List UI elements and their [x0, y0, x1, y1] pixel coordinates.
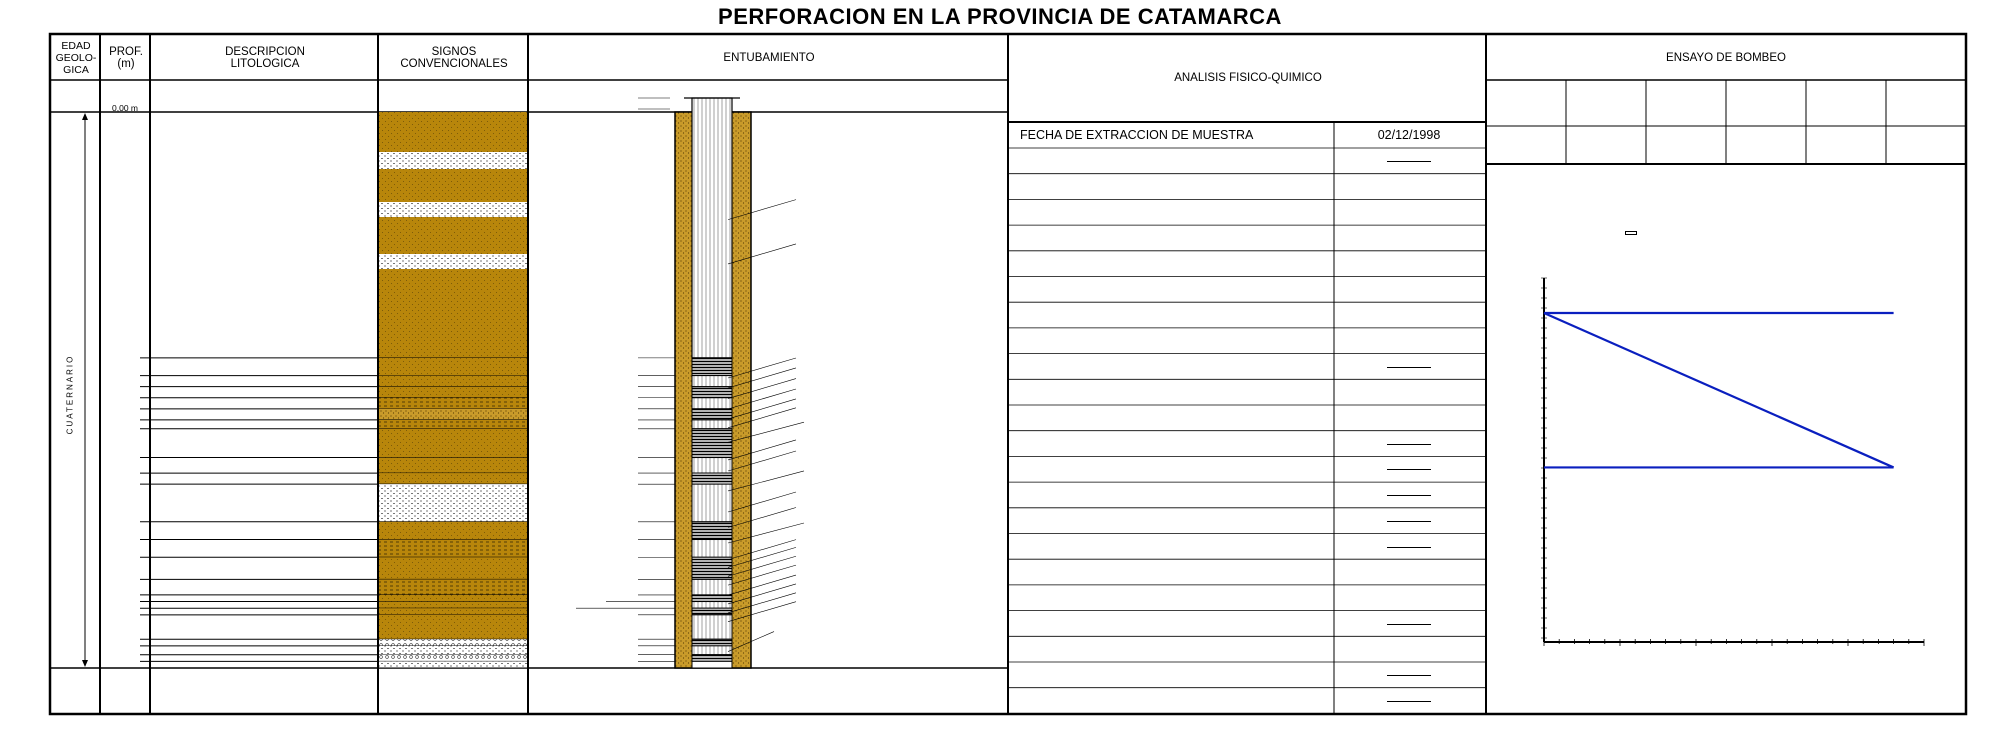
screen-pipe-segment: [692, 473, 732, 484]
pump-header: [1806, 84, 1886, 124]
lithology-fill-layer: [379, 473, 527, 484]
empty-value-dash: [1387, 701, 1431, 702]
lithology-fill-layer: [379, 387, 527, 398]
blank-pipe-segment: [692, 646, 732, 655]
empty-value-dash: [1387, 495, 1431, 496]
blank-pipe-segment: [692, 376, 732, 387]
lithology-fill-layer: [379, 661, 527, 668]
lithology-fill-layer: [379, 484, 527, 522]
screen-pipe-segment: [692, 608, 732, 615]
lithology-fill-layer: [379, 112, 527, 358]
lithology-fill-layer: [379, 398, 527, 409]
lithology-fill-layer: [379, 540, 527, 558]
pump-header: [1886, 84, 1966, 124]
lithology-clay-band: [379, 152, 527, 169]
screen-pipe-segment: [692, 358, 732, 376]
empty-value-dash: [1387, 444, 1431, 445]
header-edad: EDAD GEOLO- GICA: [55, 40, 97, 76]
age-label: CUATERNARIO: [65, 354, 75, 435]
lithology-fill-layer: [379, 522, 527, 540]
screen-pipe-segment: [692, 387, 732, 398]
lithology-fill-layer: [379, 615, 527, 639]
lithology-fill-layer: [379, 358, 527, 376]
empty-value-dash: [1387, 675, 1431, 676]
lithology-fill-layer: [379, 409, 527, 420]
analysis-date-label: FECHA DE EXTRACCION DE MUESTRA: [1020, 128, 1254, 142]
empty-value-dash: [1387, 367, 1431, 368]
blank-pipe-segment: [692, 540, 732, 558]
empty-value-dash: [1387, 469, 1431, 470]
empty-value-dash: [1387, 547, 1431, 548]
empty-value-dash: [1387, 161, 1431, 162]
blank-pipe-segment: [692, 398, 732, 409]
header-ensayo: ENSAYO DE BOMBEO: [1666, 52, 1786, 64]
lithology-fill-layer: [379, 557, 527, 579]
empty-value-dash: [1387, 521, 1431, 522]
screen-pipe-segment: [692, 409, 732, 420]
header-entubamiento: ENTUBAMIENTO: [723, 52, 815, 64]
top-depth-label: 0,00 m: [112, 103, 138, 113]
series-line-2: [1544, 313, 1894, 467]
screen-pipe-segment: [692, 557, 732, 579]
lithology-clay-band: [379, 202, 527, 217]
lithology-fill-layer: [379, 639, 527, 646]
lithology-fill-layer: [379, 646, 527, 655]
age-arrow-head: [82, 113, 88, 120]
screen-pipe-segment: [692, 639, 732, 646]
lithology-fill-layer: [379, 429, 527, 458]
header-descripcion: DESCRIPCION LITOLOGICA: [225, 46, 305, 70]
lithology-clay-band: [379, 254, 527, 269]
lithology-fill-layer: [379, 602, 527, 609]
screen-pipe-segment: [692, 522, 732, 540]
header-analisis: ANALISIS FISICO-QUIMICO: [1174, 72, 1322, 84]
page-title: PERFORACION EN LA PROVINCIA DE CATAMARCA: [718, 4, 1282, 29]
pump-header: [1726, 84, 1806, 124]
age-arrow-head: [82, 660, 88, 667]
empty-value-dash: [1387, 624, 1431, 625]
analysis-date-value: 02/12/1998: [1377, 128, 1441, 142]
pump-header: [1566, 84, 1646, 124]
lithology-fill-layer: [379, 608, 527, 615]
lithology-fill-layer: [379, 376, 527, 387]
header-prof: PROF. (m): [109, 46, 143, 70]
sump-pipe: [692, 661, 732, 668]
screen-pipe-segment: [692, 595, 732, 602]
blank-pipe-segment: [692, 615, 732, 639]
blank-pipe: [692, 98, 732, 358]
header-signos: SIGNOS CONVENCIONALES: [400, 46, 508, 70]
blank-pipe-segment: [692, 484, 732, 522]
screen-pipe-segment: [692, 655, 732, 662]
pump-header: [1486, 84, 1566, 124]
blank-pipe-segment: [692, 579, 732, 595]
lithology-fill-layer: [379, 595, 527, 602]
blank-pipe-segment: [692, 458, 732, 474]
lithology-fill-layer: [379, 655, 527, 662]
lithology-fill-layer: [379, 458, 527, 474]
chart-title: [1625, 231, 1637, 235]
screen-pipe-segment: [692, 429, 732, 458]
lithology-fill-layer: [379, 420, 527, 429]
lithology-fill-layer: [379, 579, 527, 595]
blank-pipe-segment: [692, 602, 732, 609]
blank-pipe-segment: [692, 420, 732, 429]
pump-header: [1646, 84, 1726, 124]
